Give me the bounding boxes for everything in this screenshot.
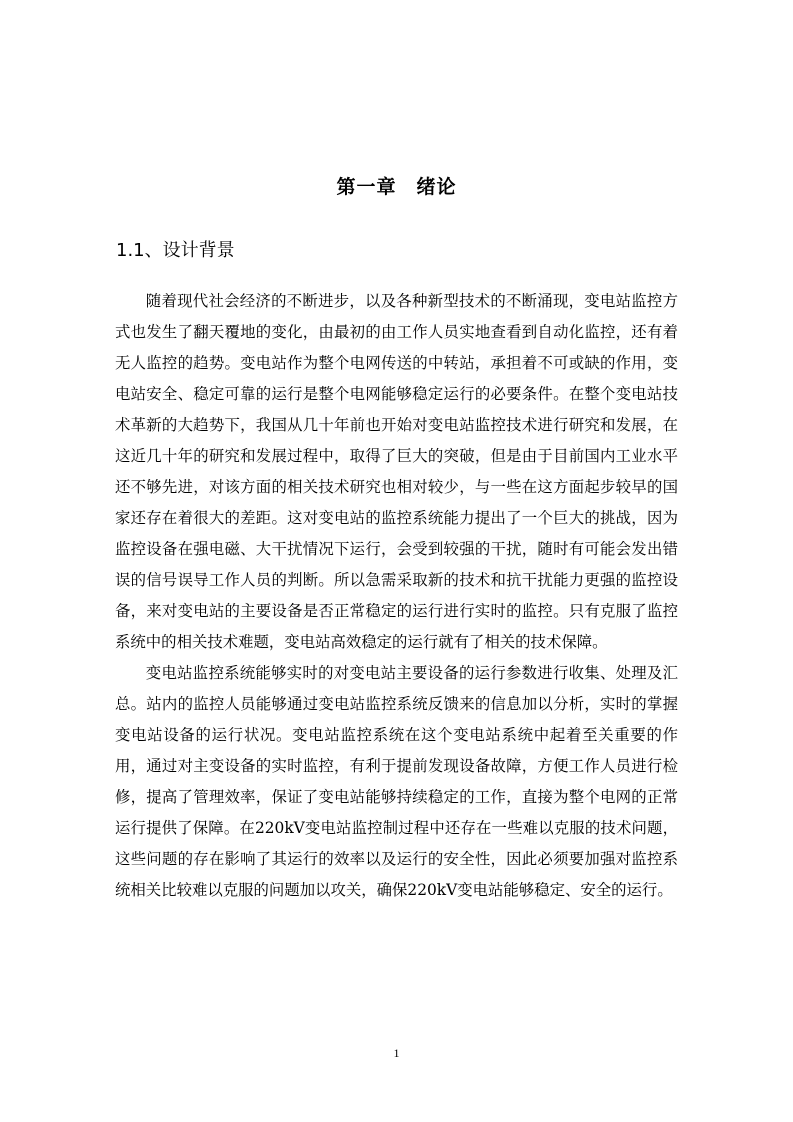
section-title: 1.1、设计背景 <box>116 240 235 261</box>
paragraph-2: 变电站监控系统能够实时的对变电站主要设备的运行参数进行收集、处理及汇总。站内的监控人员能够通过变电站监控系统反馈来的信息加以分析，实时的掌握变电站设备的运行状况。变电站监控系统在这个变电站系统中起着至关重要的作用，通过对主变设备的实时监控，有利于提前发现设备故障，方便工作人员进行检修，提高了管理效率，保证了变电站能够持续稳定的工作，直接为整个电网的正常运行提供了保障。在220kV变电站监控制过程中还存在一些难以克服的技术问题，这些问题的存在影响了其运行的效率以及运行的安全性，因此必须要加强对监控系统相关比较难以克服的问题加以攻关，确保220kV变电站能够稳定、安全的运行。 <box>115 664 678 899</box>
body-text <box>115 286 678 906</box>
paragraph-1: 随着现代社会经济的不断进步，以及各种新型技术的不断涌现，变电站监控方式也发生了翻天覆地的变化，由最初的由工作人员实地查看到自动化监控，还有着无人监控的趋势。变电站作为整个电网传送的中转站，承担着不可或缺的作用，变电站安全、稳定可靠的运行是整个电网能够稳定运行的必要条件。在整个变电站技术革新的大趋势下，我国从几十年前也开始对变电站监控技术进行研究和发展，在这近几十年的研究和发展过程中，取得了巨大的突破，但是由于目前国内工业水平还不够先进，对该方面的相关技术研究也相对较少，与一些在这方面起步较早的国家还存在着很大的差距。这对变电站的监控系统能力提出了一个巨大的挑战，因为监控设备在强电磁、大干扰情况下运行，会受到较强的干扰，随时有可能会发出错误的信号误导工作人员的判断。所以急需采取新的技术和抗干扰能力更强的监控设备，来对变电站的主要设备是否正常稳定的运行进行实时的监控。只有克服了监控系统中的相关技术难题，变电站高效稳定的运行就有了相关的技术保障。 <box>115 292 678 651</box>
chapter-title: 第一章 绪论 <box>336 176 457 198</box>
page-number: 1 <box>393 1046 400 1060</box>
